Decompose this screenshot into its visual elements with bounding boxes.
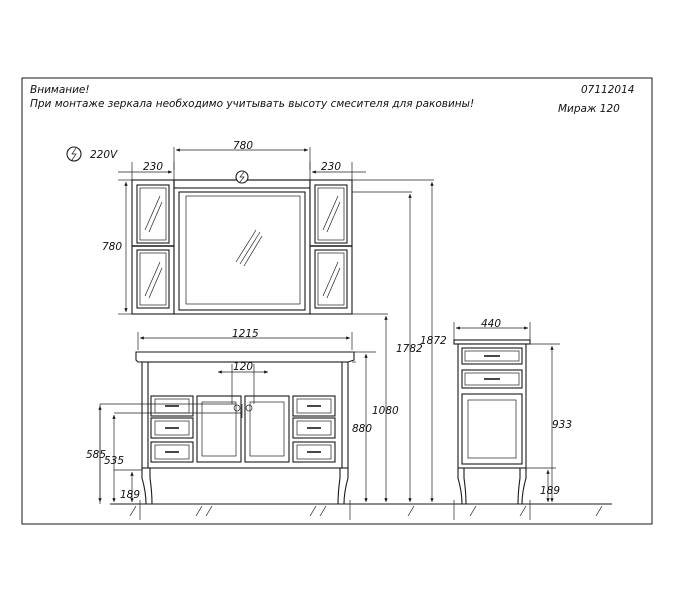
doc-code: 07112014 bbox=[581, 84, 635, 96]
dim-left-cab-width: 230 bbox=[143, 161, 164, 173]
dim-center-120: 120 bbox=[233, 361, 254, 373]
dim-189-right: 189 bbox=[540, 485, 561, 497]
height-dimensions bbox=[352, 182, 447, 502]
dim-right-cab-width: 230 bbox=[321, 161, 342, 173]
dim-1080: 1080 bbox=[372, 405, 399, 417]
mount-warning-note: При монтаже зеркала необходимо учитывать высоту смесителя для раковины! bbox=[30, 98, 475, 110]
dim-933: 933 bbox=[552, 419, 573, 431]
model-name: Мираж 120 bbox=[558, 103, 620, 115]
dim-mirror-width: 780 bbox=[233, 140, 254, 152]
mirror-socket-icon bbox=[236, 171, 248, 183]
dim-1782: 1782 bbox=[396, 343, 423, 355]
attention-note: Внимание! bbox=[30, 84, 90, 96]
electric-socket-icon bbox=[67, 147, 81, 161]
floor-line bbox=[110, 500, 612, 520]
dim-1872: 1872 bbox=[420, 335, 447, 347]
power-label: 220V bbox=[90, 149, 118, 161]
dim-535: 535 bbox=[104, 455, 125, 467]
vanity-unit bbox=[86, 328, 354, 504]
dim-pedestal-width: 440 bbox=[481, 318, 502, 330]
pedestal-unit bbox=[454, 318, 572, 504]
dim-189-left: 189 bbox=[120, 489, 141, 501]
dim-585: 585 bbox=[86, 449, 107, 461]
dim-vanity-width: 1215 bbox=[232, 328, 259, 340]
mirror-unit bbox=[102, 140, 434, 314]
dim-880: 880 bbox=[352, 423, 373, 435]
dim-mirror-height: 780 bbox=[102, 241, 123, 253]
